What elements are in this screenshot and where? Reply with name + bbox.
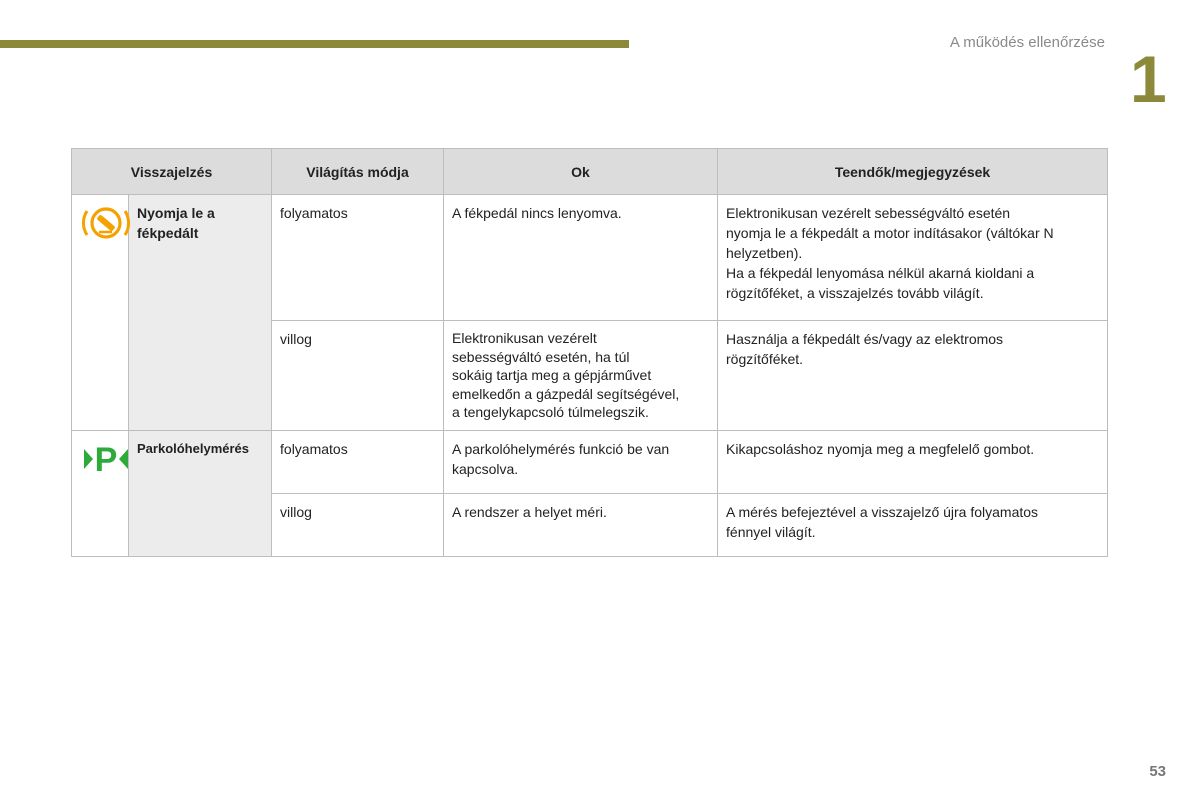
cause-line: A fékpedál nincs lenyomva. — [452, 205, 622, 221]
indicator-name-line: Parkolóhelymérés — [137, 440, 250, 456]
cause-line: emelkedőn a gázpedál segítségével, — [452, 385, 680, 402]
action-line: nyomja le a fékpedált a motor indításakor (váltókar N — [726, 225, 1054, 241]
lighting-mode-cell: folyamatos — [272, 195, 444, 321]
cause-line: A parkolóhelymérés funkció be van — [452, 440, 670, 457]
column-header-cause: Ok — [444, 149, 718, 195]
cause-line: Elektronikusan vezérelt — [452, 330, 597, 346]
action-line: Használja a fékpedált és/vagy az elektromos — [726, 331, 1004, 347]
table-row — [72, 195, 1108, 321]
column-header-lighting-mode: Világítás módja — [272, 149, 444, 195]
brake-pedal-warning-icon — [80, 203, 132, 243]
cause-line: sokáig tartja meg a gépjárművet — [452, 367, 652, 383]
brake-indicator-icon-cell — [72, 195, 129, 431]
cause-cell — [444, 195, 718, 321]
column-header-actions: Teendők/megjegyzések — [718, 149, 1108, 195]
parking-icon-letter: P — [94, 440, 118, 479]
action-line: helyzetben). — [726, 245, 803, 261]
section-title: A működés ellenőrzése — [949, 34, 1105, 51]
cause-cell — [444, 430, 718, 493]
cause-line: sebességváltó esetén, ha túl — [452, 348, 630, 365]
warning-lights-table — [71, 148, 1108, 557]
parking-indicator-name-cell — [129, 430, 272, 556]
action-line: Kikapcsoláshoz nyomja meg a megfelelő gombot. — [726, 440, 1035, 457]
action-cell — [718, 195, 1108, 321]
cause-cell — [444, 493, 718, 556]
action-line: rögzítőféket, a visszajelzés tovább világít. — [726, 285, 984, 301]
column-header-indicator: Visszajelzés — [72, 149, 272, 195]
action-line: A mérés befejeztével a visszajelző újra folyamatos — [726, 503, 1039, 520]
lighting-mode-cell: folyamatos — [272, 430, 444, 493]
brake-indicator-name-cell — [129, 195, 272, 431]
cause-line: A rendszer a helyet méri. — [452, 503, 607, 520]
page-number: 53 — [1149, 763, 1166, 780]
action-cell — [718, 493, 1108, 556]
action-line: Ha a fékpedál lenyomása nélkül akarná kioldani a — [726, 265, 1035, 281]
lighting-mode-cell: villog — [272, 493, 444, 556]
action-line: rögzítőféket. — [726, 351, 804, 367]
action-cell — [718, 430, 1108, 493]
cause-line: kapcsolva. — [452, 460, 519, 477]
lighting-mode-cell: villog — [272, 321, 444, 431]
parking-indicator-icon-cell — [72, 430, 129, 556]
table-header-row — [72, 149, 1108, 195]
action-line: fénnyel világít. — [726, 523, 816, 540]
cause-line: a tengelykapcsoló túlmelegszik. — [452, 404, 649, 420]
parking-sensor-icon — [80, 439, 132, 479]
header-accent-bar — [0, 40, 629, 48]
indicator-name-line: Nyomja le a — [137, 205, 215, 221]
chapter-number: 1 — [1130, 42, 1167, 116]
action-line: Elektronikusan vezérelt sebességváltó esetén — [726, 205, 1011, 221]
action-cell — [718, 321, 1108, 431]
cause-cell — [444, 321, 718, 431]
table-row — [72, 430, 1108, 493]
indicator-name-line: fékpedált — [137, 225, 199, 241]
